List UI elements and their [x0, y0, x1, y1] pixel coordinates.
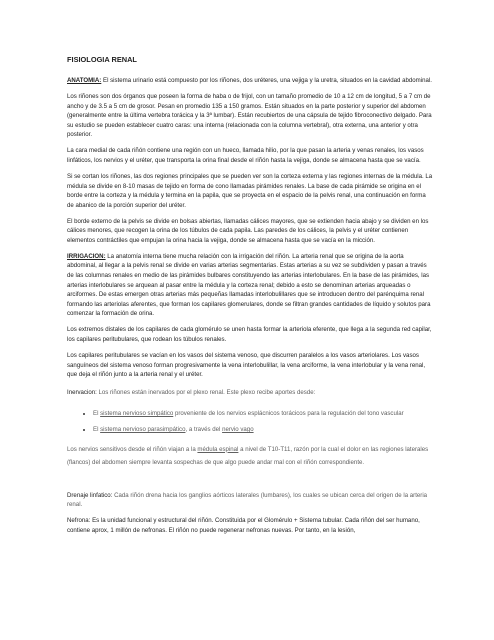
irrigacion-text: La anatomía interna tiene mucha relación con la irrigación del riñón. La arteria renal que se origina de la aorta abdominal, al llegar a la pelvis renal se divide en varias arterias segmentarias. Estas arterias a su vez se subdividen y pasan a través de las columnas renales en medio de las pirámides bulbares constituyendo las arterias interlobulares. En la base de las pirámides, las arterias interlobulares se arquean al pasar entre la médula y la corteza renal; debido a esto se denominan arterias arqueadas o arciformes. De estas emergen otras arterias más pequeñas llamadas interlobulillares que se introducen dentro del parénquima renal formando las arteriolas aferentes, que forman los capilares glomerulares, donde se filtran grandes cantidades de líquido y solutos para comenzar la formación de orina. [67, 252, 431, 318]
list-item-text: , a través del [185, 425, 223, 433]
drenaje-label: Drenaje linfatico: [67, 491, 113, 499]
sistema-parasimpatico-link[interactable]: sistema nervioso parasimpático [100, 425, 186, 433]
anatomia-text: El sistema urinario está compuesto por los riñones, dos uréteres, una vejiga y la uretra, situados en la cavidad abdominal. [101, 77, 432, 84]
list-item [93, 409, 434, 419]
list-item-prefix: El [93, 410, 101, 418]
inervacion-list [67, 409, 434, 434]
paragraph-capilares-distales: Los extremos distales de los capilares de cada glomérulo se unen hasta formar la arteriola eferente, que llega a la segunda red capilar, los capilares peritubulares, que rodean los túbulos renales. [67, 326, 432, 343]
paragraph-rinones: Los riñones son dos órganos que poseen la forma de haba o de frijol, con un tamaño promedio de 10 a 12 cm de longitud, 5 a 7 cm de ancho y de 3.5 a 5 cm de grosor. Pesan en promedio 135 a 150 gramos. Están situados en la parte posterior y superior del abdomen (generalmente entre la última vertebra torácica y la 3ª lumbar). Están recubiertos de una cápsula de tejido fibroconectivo delgado. Para su estudio se pueden establecer cuatro caras: una interna (relacionada con la columna vertebral), otra externa, una anterior y otra posterior. [67, 92, 432, 139]
sensitivos-paragraph [67, 443, 434, 469]
drenaje-paragraph [67, 491, 434, 510]
sensitivos-text-post: a nivel de T10-T11, razón por la cual el dolor en las regiones laterales (flancos) del abdomen siempre levanta sospechas de que algo puede andar mal con el riñón correspondiente. [67, 445, 429, 466]
nefrona-paragraph [67, 516, 434, 535]
inervacion-paragraph [67, 388, 434, 398]
paragraph-medula: Si se cortan los riñones, las dos regiones principales que se pueden ver son la corteza externa y las regiones internas de la médula. La médula se divide en 8-10 masas de tejido en forma de cono llamadas pirámides renales. La base de cada pirámide se origina en el borde entre la corteza y la médula y termina en la papila, que se proyecta en el espacio de la pelvis renal, una continuación en forma de abanico de la porción superior del uréter. [67, 172, 433, 209]
anatomia-paragraph [67, 76, 434, 86]
nefrona-text: Es la unidad funcional y estructural del riñón. Constituida por el Glomérulo + Sistema tubular. Cada riñón del ser humano, contiene aprox, 1 millón de nefronas. El riñón no puede regenerar nefronas nuevas. Por tanto, en la lesión, [67, 517, 420, 534]
paragraph-calices: El borde externo de la pelvis se divide en bolsas abiertas, llamadas cálices mayores, que se extienden hacia abajo y se dividen en los cálices menores, que recogen la orina de los túbulos de cada papila. Las paredes de los cálices, la pelvis y el uréter contienen elementos contráctiles que empujan la orina hacia la vejiga, donde se almacena hasta que se vacía en la micción. [67, 217, 429, 244]
medula-espinal-link[interactable]: médula espinal [197, 445, 239, 453]
paragraph-hilio: La cara medial de cada riñón contiene una región con un hueco, llamada hilio, por la que pasan la arteria y venas renales, los vasos linfáticos, los nervios y el uréter, que transporta la orina final desde el riñón hasta la vejiga, donde se almacena hasta que se vacía. [67, 147, 424, 164]
paragraph-capilares-peritubulares: Los capilares peritubulares se vacían en los vasos del sistema venoso, que discurren paralelos a los vasos arteriolares. Los vasos sanguíneos del sistema venoso forman progresivamente la vena interlobulillar, la vena arciforme, la vena interlobular y la vena renal, que deja el riñón junto a la arteria renal y el uréter. [67, 351, 426, 379]
irrigacion-label: IRRIGACION: [67, 252, 106, 260]
list-item-prefix: El [93, 425, 101, 433]
anatomia-label: ANATOMIA: [67, 77, 102, 84]
drenaje-text: Cada riñón drena hacia los ganglios aórticos laterales (lumbares), los cuales se ubican cerca del origen de la arteria renal. [67, 491, 428, 509]
sensitivos-text-pre: Los nervios sensitivos desde el riñón viajan a la [67, 445, 198, 453]
irrigacion-paragraph [67, 252, 434, 319]
list-item-text: proveniente de los nervios esplácnicos torácicos para la regulación del tono vascular [173, 410, 404, 418]
document-title: FISIOLOGIA RENAL [67, 55, 137, 64]
inervacion-label: Inervacion: [67, 388, 97, 396]
inervacion-text: Los riñones están inervados por el plexo renal. Este plexo recibe aportes desde: [96, 388, 316, 396]
nefrona-label: Nefrona: [67, 517, 91, 525]
list-item [93, 425, 434, 435]
sistema-simpatico-link[interactable]: sistema nervioso simpático [100, 410, 174, 418]
nervio-vago-link[interactable]: nervio vago [222, 425, 254, 433]
